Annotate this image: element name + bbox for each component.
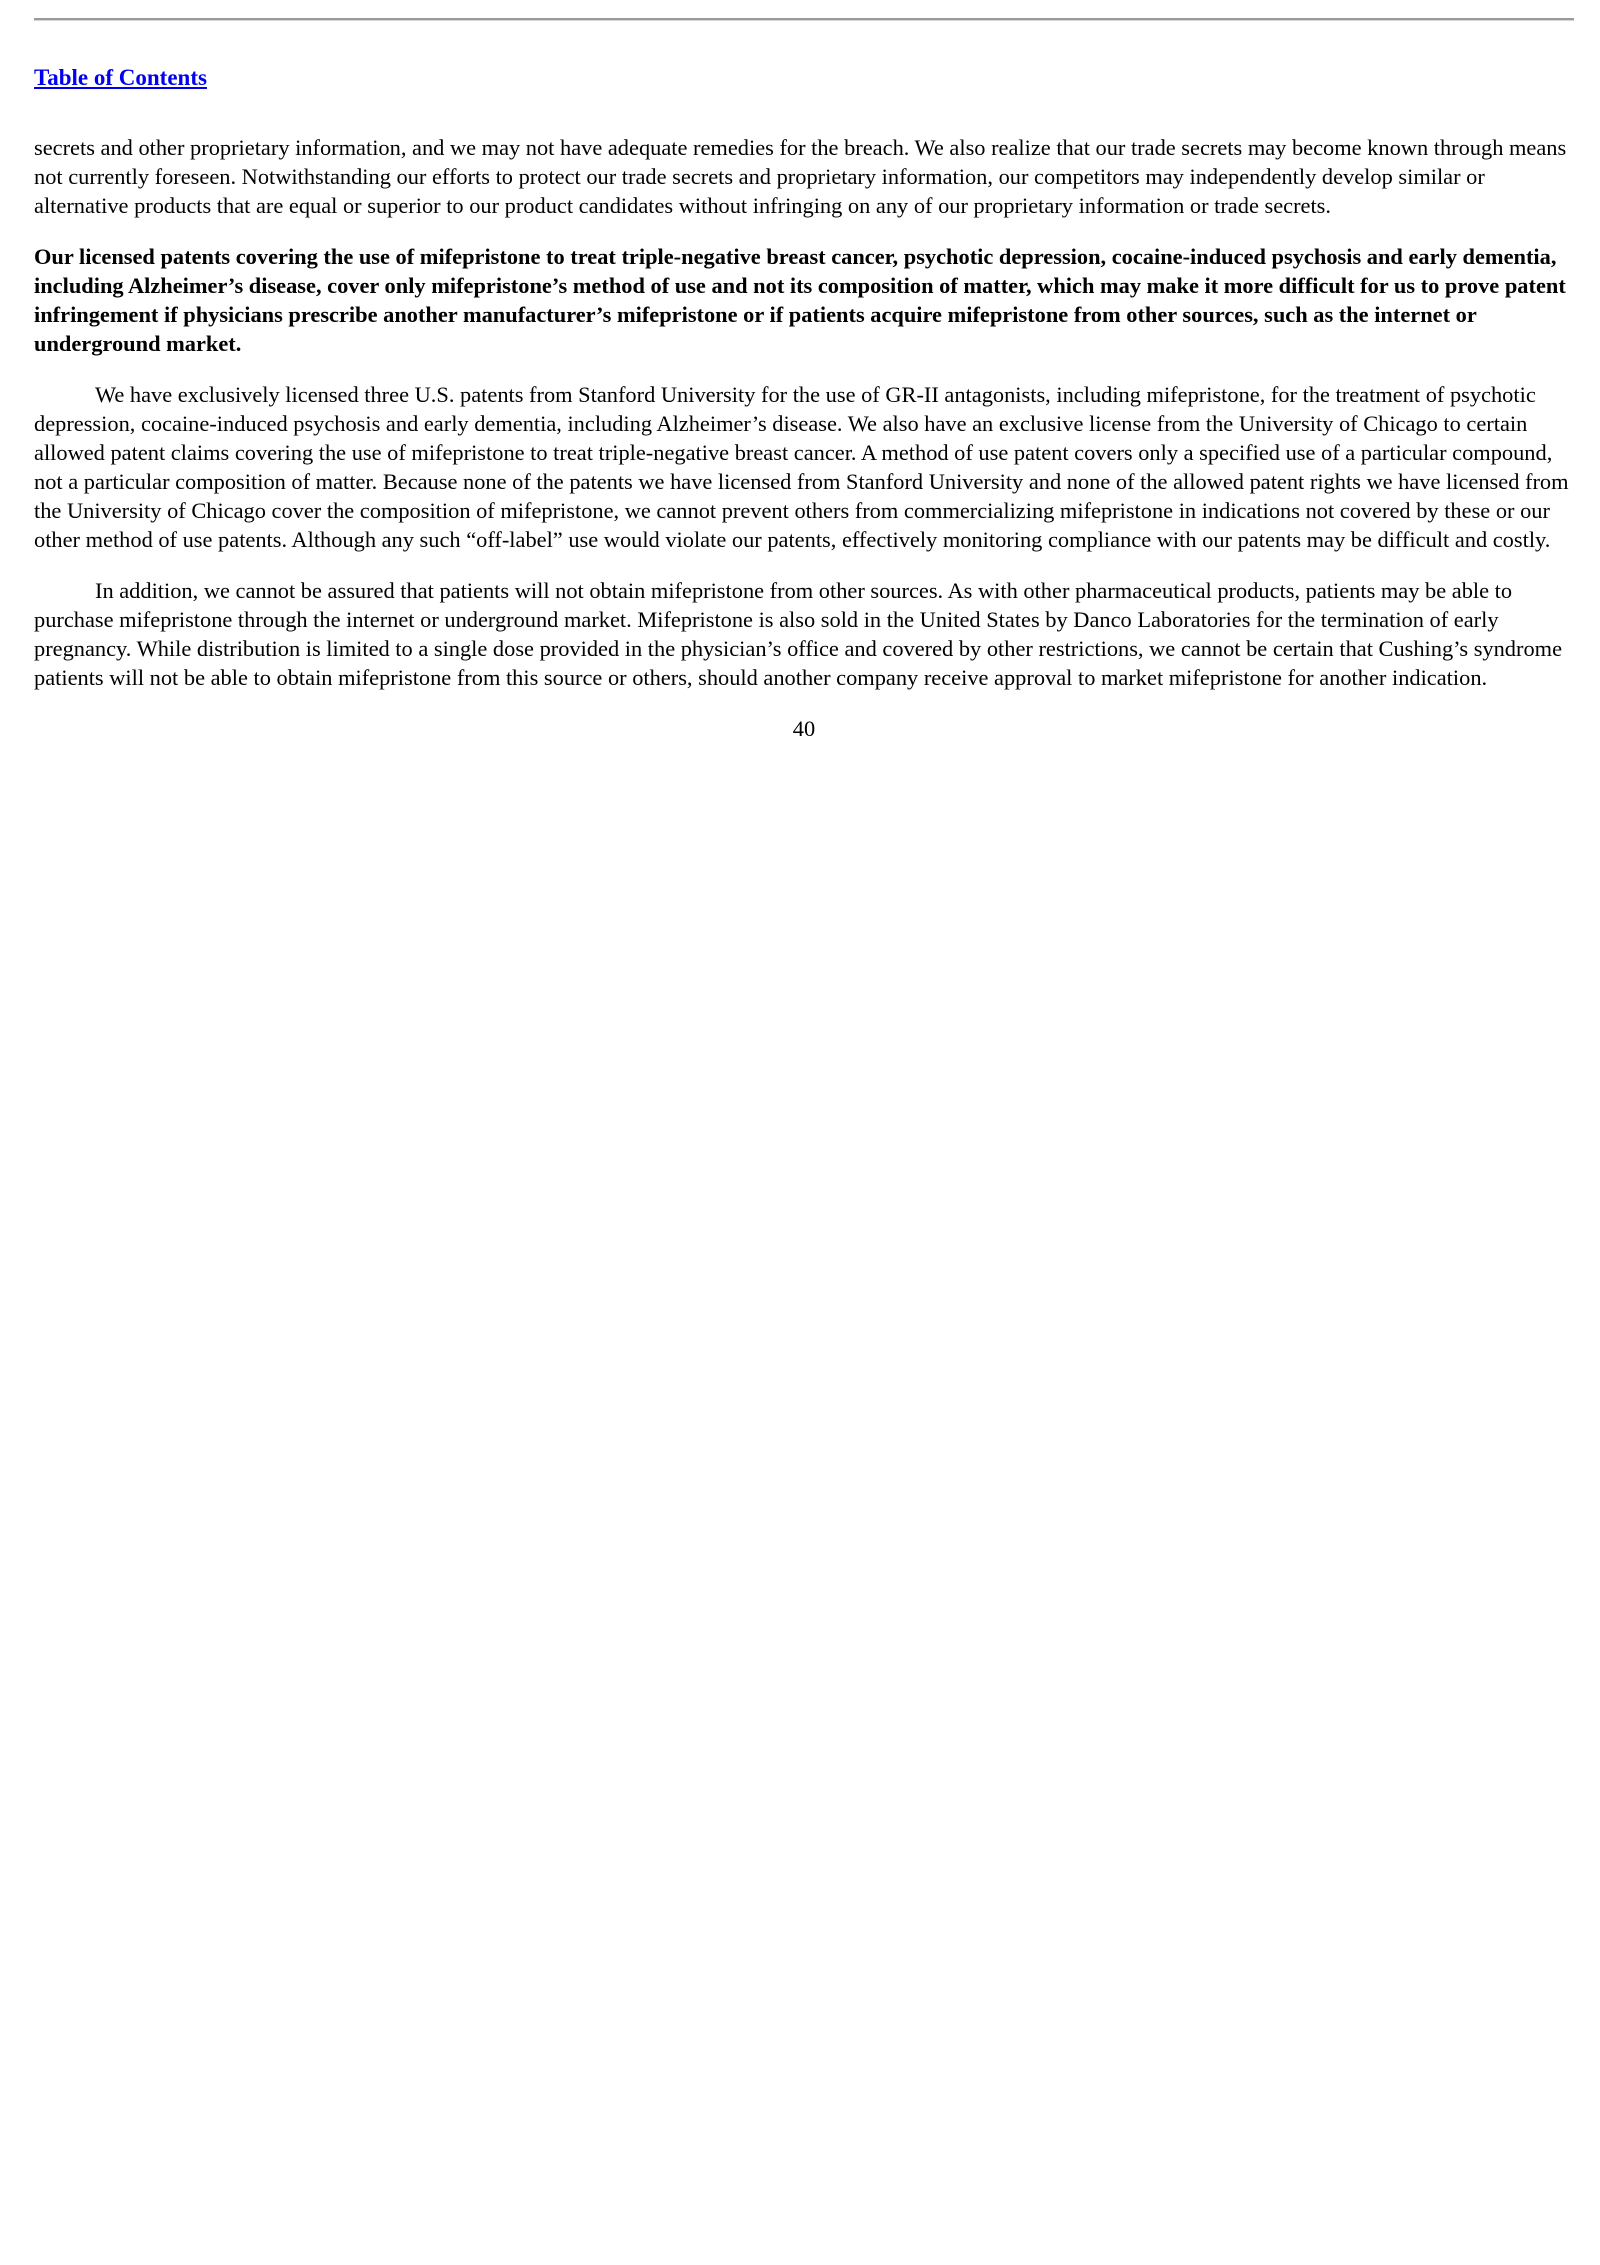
- paragraph-other-sources: In addition, we cannot be assured that patients will not obtain mifepristone from other sources. As with other pharmaceutical products, patients may be able to purchase mifepristone through the internet or underground market. Mifepristone is also sold in the United States by Danco Laboratories for the termination of early pregnancy. While distribution is limited to a single dose provided in the physician’s office and covered by other restrictions, we cannot be certain that Cushing’s syndrome patients will not be able to obtain mifepristone from this source or others, should another company receive approval to market mifepristone for another indication.: [34, 578, 1563, 690]
- top-divider: [34, 18, 1574, 21]
- paragraph-continued: secrets and other proprietary information, and we may not have adequate remedies for the breach. We also realize that our trade secrets may become known through means not currently foreseen. Notwithstanding our efforts to protect our trade secrets and proprietary information, our competitors may independently develop similar or alternative products that are equal or superior to our product candidates without infringing on any of our proprietary information or trade secrets.: [34, 135, 1567, 218]
- document-body: [34, 133, 1574, 743]
- page-number: 40: [792, 716, 816, 741]
- risk-factor-heading: Our licensed patents covering the use of mifepristone to treat triple-negative breast cancer, psychotic depression, cocaine-induced psychosis and early dementia, including Alzheimer’s disease, cover only mifepristone’s method of use and not its composition of matter, which may make it more difficult for us to prove patent infringement if physicians prescribe another manufacturer’s mifepristone or if patients acquire mifepristone from other sources, such as the internet or underground market.: [34, 244, 1566, 356]
- paragraph-licensed-patents: We have exclusively licensed three U.S. patents from Stanford University for the use of GR-II antagonists, including mifepristone, for the treatment of psychotic depression, cocaine-induced psychosis and early dementia, including Alzheimer’s disease. We also have an exclusive license from the University of Chicago to certain allowed patent claims covering the use of mifepristone to treat triple-negative breast cancer. A method of use patent covers only a specified use of a particular compound, not a particular composition of matter. Because none of the patents we have licensed from Stanford University and none of the allowed patent rights we have licensed from the University of Chicago cover the composition of mifepristone, we cannot prevent others from commercializing mifepristone in indications not covered by these or our other method of use patents. Although any such “off-label” use would violate our patents, effectively monitoring compliance with our patents may be difficult and costly.: [34, 382, 1569, 552]
- table-of-contents-link[interactable]: Table of Contents: [34, 65, 207, 90]
